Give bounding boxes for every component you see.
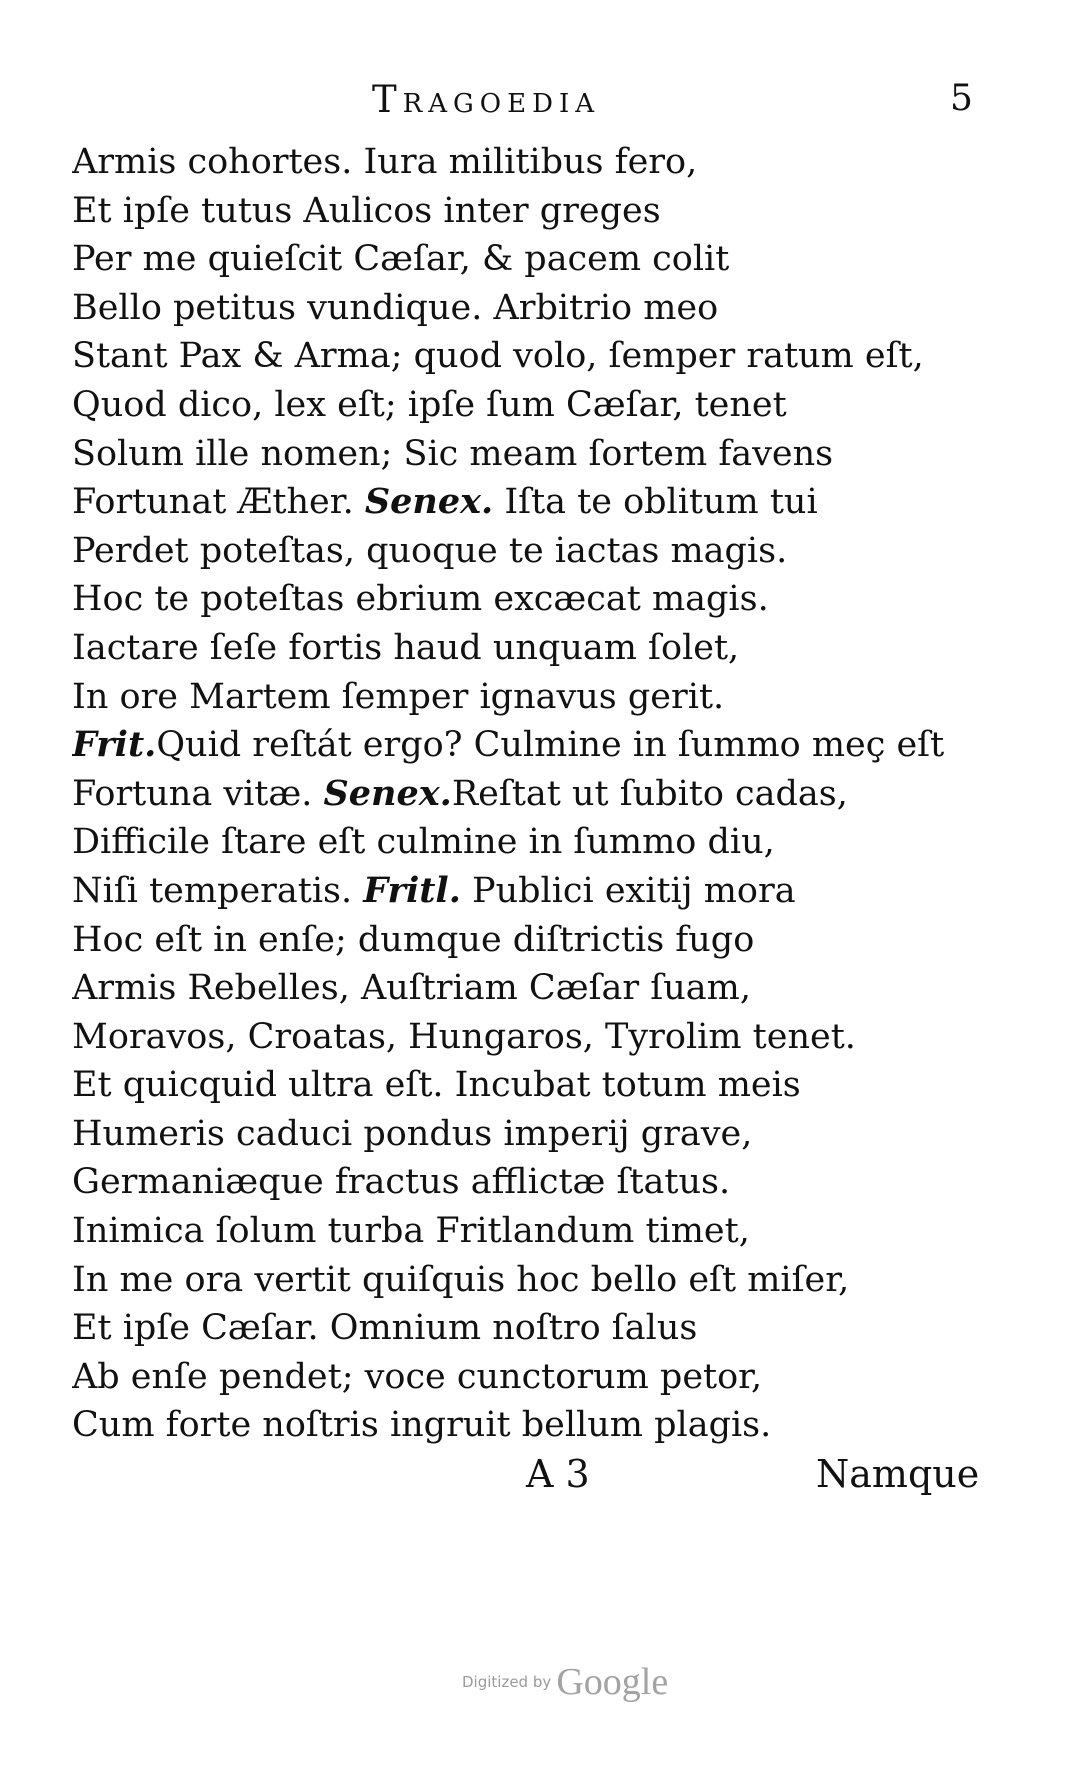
verse-line: Iactare ſeſe fortis haud unquam ſolet, — [72, 627, 740, 668]
verse-line: Humeris caduci pondus imperij grave, — [72, 1113, 753, 1154]
running-title: Tragoedia — [372, 78, 600, 121]
verse-line: Frit.Quid reſtát ergo? Culmine in ſummo meç eſt — [72, 724, 945, 766]
speaker-label: Fritl. — [363, 869, 461, 911]
verse-line: Et ipſe Cæſar. Omnium noſtro ſalus — [72, 1308, 698, 1349]
signature-mark: A 3 — [526, 1452, 590, 1496]
verse-line: Inimica ſolum turba Fritlandum timet, — [72, 1211, 750, 1252]
digitization-watermark — [462, 1660, 668, 1704]
verse-block — [72, 138, 1032, 1450]
verse-line: Germaniæque fractus afflictæ ſtatus. — [72, 1162, 731, 1203]
speaker-label: Senex. — [364, 481, 494, 523]
verse-line: Niſi temperatis. Fritl. Publici exitij mora — [72, 869, 796, 911]
verse-line: Armis Rebelles, Auſtriam Cæſar ſuam, — [72, 968, 751, 1009]
watermark-brand: Google — [556, 1661, 669, 1703]
verse-line: Quod dico, lex eſt; ipſe ſum Cæſar, tenet — [72, 384, 787, 425]
catchword: Namque — [816, 1452, 980, 1496]
verse-line: Fortunat Æther. Senex. Iſta te oblitum tui — [72, 481, 818, 523]
verse-line: In me ora vertit quiſquis hoc bello eſt miſer, — [72, 1259, 850, 1300]
verse-line: In ore Martem ſemper ignavus gerit. — [72, 676, 725, 717]
watermark-prefix: Digitized by — [462, 1673, 552, 1691]
verse-line: Difficile ſtare eſt culmine in ſummo diu, — [72, 822, 775, 863]
verse-line: Perdet poteſtas, quoque te iactas magis. — [72, 530, 788, 571]
speaker-label: Frit. — [72, 724, 157, 766]
verse-line: Armis cohortes. Iura militibus fero, — [72, 142, 698, 182]
verse-line: Hoc te poteſtas ebrium excæcat magis. — [72, 579, 769, 620]
verse-line: Cum forte noſtris ingruit bellum plagis. — [72, 1405, 772, 1446]
page-number: 5 — [950, 78, 973, 119]
verse-line: Moravos, Croatas, Hungaros, Tyrolim tenet. — [72, 1016, 856, 1057]
verse-line: Et ipſe tutus Aulicos inter greges — [72, 190, 661, 231]
speaker-label: Senex. — [323, 772, 452, 814]
verse-line: Et quicquid ultra eſt. Incubat totum meis — [72, 1065, 801, 1106]
verse-line: Stant Pax & Arma; quod volo, ſemper ratum eſt, — [72, 336, 924, 377]
verse-line: Fortuna vitæ. Senex.Reſtat ut ſubito cadas, — [72, 772, 848, 814]
verse-line: Ab enſe pendet; voce cunctorum petor, — [72, 1356, 763, 1397]
verse-line: Solum ille nomen; Sic meam ſortem favens — [72, 433, 834, 474]
verse-line: Bello petitus vundique. Arbitrio meo — [72, 287, 719, 328]
verse-line: Per me quieſcit Cæſar, & pacem colit — [72, 239, 730, 280]
verse-line: Hoc eſt in enſe; dumque diſtrictis fugo — [72, 919, 755, 960]
